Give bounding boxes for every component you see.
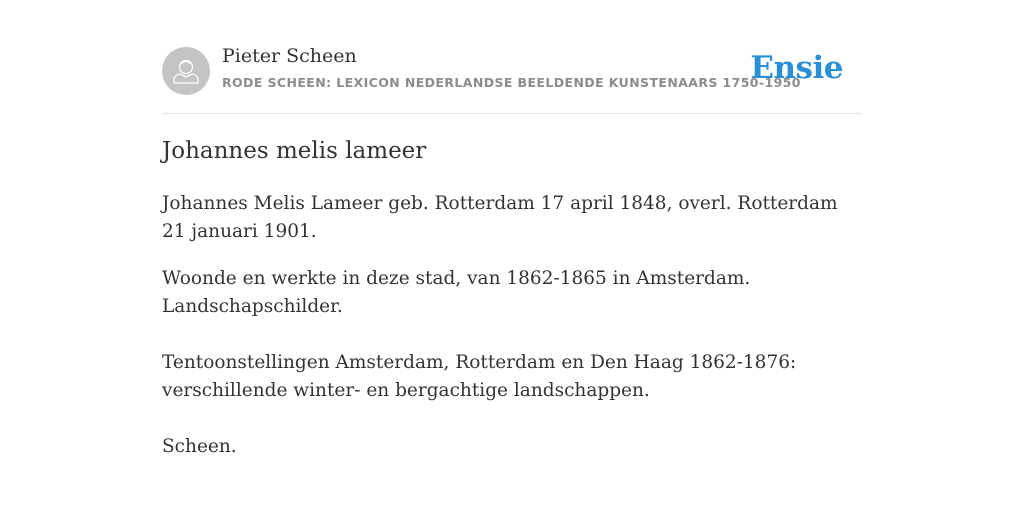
article-paragraph: Johannes Melis Lameer geb. Rotterdam 17 april 1848, overl. Rotterdam 21 januari 1901. xyxy=(162,193,838,242)
article-paragraph xyxy=(162,265,862,321)
article-paragraph: Tentoonstellingen Amsterdam, Rotterdam en Den Haag 1862-1876: verschillende winter- en bergachtige landschappen. xyxy=(162,352,797,401)
ensie-logo[interactable]: Ensie xyxy=(750,50,843,86)
article-line: Landschapschilder. xyxy=(162,296,343,317)
article-title: Johannes melis lameer xyxy=(162,138,427,164)
source-label[interactable]: RODE SCHEEN: LEXICON NEDERLANDSE BEELDENDE KUNSTENAARS 1750-1950 xyxy=(222,75,801,90)
author-name[interactable]: Pieter Scheen xyxy=(222,45,357,67)
article-paragraph: Scheen. xyxy=(162,436,237,457)
article-header xyxy=(162,0,862,114)
user-icon xyxy=(162,47,210,95)
article-body xyxy=(162,190,862,480)
avatar[interactable] xyxy=(162,47,210,95)
page-container xyxy=(162,0,862,457)
article-line: Woonde en werkte in deze stad, van 1862-1865 in Amsterdam. xyxy=(162,268,751,289)
